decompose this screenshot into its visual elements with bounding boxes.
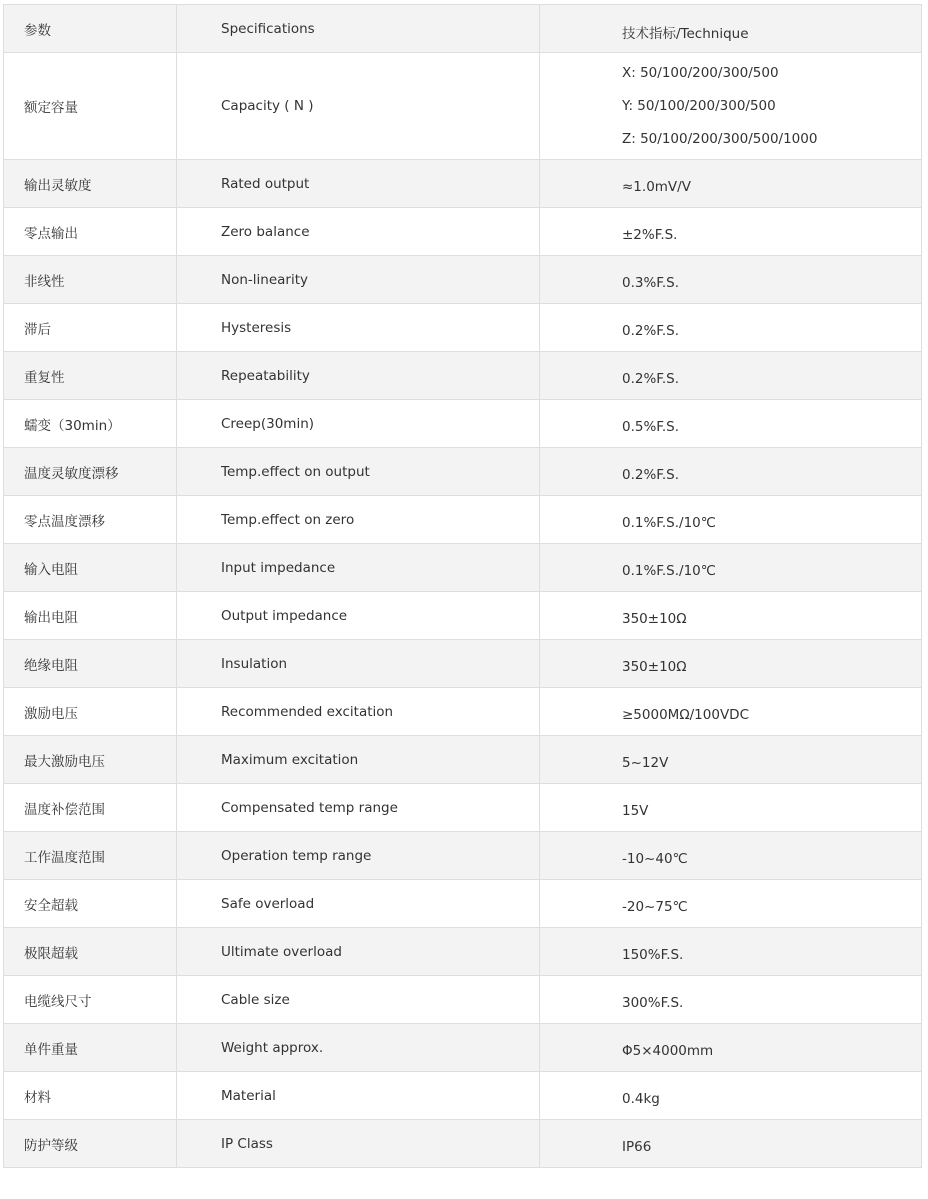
row-param: 温度灵敏度漂移 [4, 448, 177, 496]
row-spec: Ultimate overload [177, 928, 540, 976]
header-param: 参数 [4, 5, 177, 53]
row-spec: Zero balance [177, 208, 540, 256]
row-value: 350±10Ω [540, 640, 922, 688]
table-row [4, 256, 922, 304]
spec-table [3, 4, 922, 1168]
header-spec: Specifications [177, 5, 540, 53]
table-row [4, 880, 922, 928]
row-value: 0.5%F.S. [540, 400, 922, 448]
row-spec: Cable size [177, 976, 540, 1024]
row-value: ≈1.0mV/V [540, 160, 922, 208]
row-value: 0.3%F.S. [540, 256, 922, 304]
row-value: 350±10Ω [540, 592, 922, 640]
row-spec: Safe overload [177, 880, 540, 928]
table-row [4, 352, 922, 400]
row-param: 极限超载 [4, 928, 177, 976]
row-param: 输出电阻 [4, 592, 177, 640]
capacity-z: Z: 50/100/200/300/500/1000 [622, 130, 818, 147]
capacity-param: 额定容量 [4, 53, 177, 160]
table-row [4, 976, 922, 1024]
spec-table-body [4, 5, 922, 1168]
row-param: 单件重量 [4, 1024, 177, 1072]
table-row [4, 544, 922, 592]
row-spec: Temp.effect on output [177, 448, 540, 496]
row-spec: Insulation [177, 640, 540, 688]
row-value: 0.1%F.S./10℃ [540, 544, 922, 592]
row-value: -10~40℃ [540, 832, 922, 880]
row-value: 150%F.S. [540, 928, 922, 976]
row-value: 300%F.S. [540, 976, 922, 1024]
table-row [4, 640, 922, 688]
table-row [4, 1072, 922, 1120]
row-value: 0.2%F.S. [540, 304, 922, 352]
row-param: 绝缘电阻 [4, 640, 177, 688]
row-spec: Weight approx. [177, 1024, 540, 1072]
row-param: 输入电阻 [4, 544, 177, 592]
row-param: 防护等级 [4, 1120, 177, 1168]
row-value: 0.2%F.S. [540, 352, 922, 400]
row-param: 最大激励电压 [4, 736, 177, 784]
row-param: 激励电压 [4, 688, 177, 736]
table-row [4, 304, 922, 352]
capacity-x: X: 50/100/200/300/500 [622, 64, 779, 81]
row-spec: Material [177, 1072, 540, 1120]
capacity-values [540, 53, 922, 160]
row-spec: Maximum excitation [177, 736, 540, 784]
table-row [4, 784, 922, 832]
capacity-row [4, 53, 922, 160]
table-row [4, 400, 922, 448]
row-spec: Repeatability [177, 352, 540, 400]
row-spec: Non-linearity [177, 256, 540, 304]
table-row [4, 736, 922, 784]
row-value: -20~75℃ [540, 880, 922, 928]
row-param: 安全超载 [4, 880, 177, 928]
row-param: 蠕变（30min） [4, 400, 177, 448]
capacity-spec: Capacity ( N ) [177, 53, 540, 160]
row-spec: Input impedance [177, 544, 540, 592]
row-spec: Operation temp range [177, 832, 540, 880]
table-row [4, 928, 922, 976]
row-value: ≥5000MΩ/100VDC [540, 688, 922, 736]
row-param: 工作温度范围 [4, 832, 177, 880]
row-value: 5~12V [540, 736, 922, 784]
row-spec: Hysteresis [177, 304, 540, 352]
row-param: 电缆线尺寸 [4, 976, 177, 1024]
row-value: IP66 [540, 1120, 922, 1168]
header-technique: 技术指标/Technique [540, 5, 922, 53]
row-param: 重复性 [4, 352, 177, 400]
table-row [4, 496, 922, 544]
row-spec: Temp.effect on zero [177, 496, 540, 544]
row-param: 温度补偿范围 [4, 784, 177, 832]
row-value: Φ5×4000mm [540, 1024, 922, 1072]
row-value: 15V [540, 784, 922, 832]
table-row [4, 1024, 922, 1072]
table-row [4, 832, 922, 880]
row-value: ±2%F.S. [540, 208, 922, 256]
row-value: 0.1%F.S./10℃ [540, 496, 922, 544]
row-param: 零点温度漂移 [4, 496, 177, 544]
row-value: 0.4kg [540, 1072, 922, 1120]
row-param: 零点输出 [4, 208, 177, 256]
row-spec: Rated output [177, 160, 540, 208]
row-param: 材料 [4, 1072, 177, 1120]
row-param: 非线性 [4, 256, 177, 304]
table-row [4, 448, 922, 496]
row-param: 滞后 [4, 304, 177, 352]
table-row [4, 688, 922, 736]
row-value: 0.2%F.S. [540, 448, 922, 496]
row-spec: Recommended excitation [177, 688, 540, 736]
table-row [4, 592, 922, 640]
row-spec: Compensated temp range [177, 784, 540, 832]
row-spec: Output impedance [177, 592, 540, 640]
table-row [4, 208, 922, 256]
table-header-row [4, 5, 922, 53]
row-spec: IP Class [177, 1120, 540, 1168]
capacity-y: Y: 50/100/200/300/500 [622, 97, 776, 114]
table-row [4, 160, 922, 208]
table-row [4, 1120, 922, 1168]
row-param: 输出灵敏度 [4, 160, 177, 208]
row-spec: Creep(30min) [177, 400, 540, 448]
